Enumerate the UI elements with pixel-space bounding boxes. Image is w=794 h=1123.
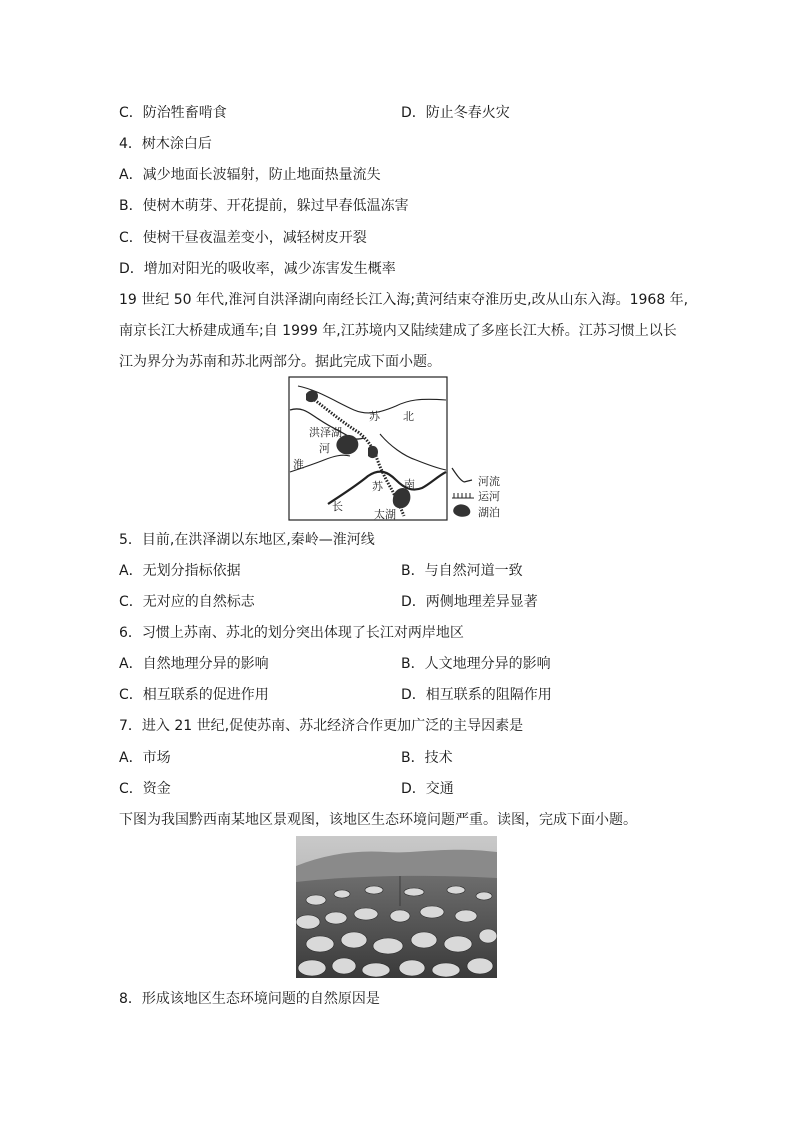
q8-stem: 8．形成该地区生态环境问题的自然原因是 [119, 991, 380, 1007]
q3-option-c: C．防治牲畜啃食 [119, 105, 227, 121]
q5-stem: 5．目前,在洪泽湖以东地区,秦岭—淮河线 [119, 532, 375, 548]
legend-canal-symbol [452, 493, 474, 498]
q7-option-c: C．资金 [119, 781, 171, 797]
q7-option-d: D．交通 [401, 781, 454, 797]
passage-1-line-2: 南京长江大桥建成通车;自 1999 年,江苏境内又陆续建成了多座长江大桥。江苏习惯上以长 [119, 323, 677, 339]
map-label-bei: 北 [403, 410, 414, 423]
legend-river-label: 河流 [478, 475, 500, 488]
q4-stem: 4．树木涂白后 [119, 136, 212, 152]
map-label-huai: 淮 [293, 458, 304, 471]
q6-option-d: D．相互联系的阻隔作用 [401, 687, 552, 703]
q5-option-c: C．无对应的自然标志 [119, 594, 255, 610]
map-label-nan: 南 [404, 478, 415, 491]
map-label-he: 河 [319, 442, 330, 455]
legend-lake-symbol [453, 504, 470, 516]
q3-option-d: D．防止冬春火灾 [401, 105, 510, 121]
legend-river-symbol [452, 468, 472, 482]
q6-option-a: A．自然地理分异的影响 [119, 656, 269, 672]
legend-lake-label: 湖泊 [478, 506, 500, 519]
map-label-su: 苏 [369, 410, 380, 423]
map-label-taihu: 太湖 [374, 508, 396, 521]
passage-1-line-3: 江为界分为苏南和苏北两部分。据此完成下面小题。 [119, 354, 441, 370]
photo-ground [296, 876, 497, 978]
q6-stem: 6．习惯上苏南、苏北的划分突出体现了长江对两岸地区 [119, 625, 464, 641]
passage-1-line-1: 19 世纪 50 年代,淮河自洪泽湖向南经长江入海;黄河结束夺淮历史,改从山东入海。1968 年, [119, 292, 689, 308]
map-label-chang: 长 [332, 500, 343, 513]
map-label-hongze: 洪泽湖 [309, 426, 342, 439]
q4-option-c: C．使树干昼夜温差变小，减轻树皮开裂 [119, 230, 367, 246]
q7-stem: 7．进入 21 世纪,促使苏南、苏北经济合作更加广泛的主导因素是 [119, 718, 524, 734]
map-label-su2: 苏 [372, 480, 383, 493]
legend-canal-label: 运河 [478, 490, 500, 503]
q6-option-c: C．相互联系的促进作用 [119, 687, 269, 703]
jiangsu-map [288, 376, 510, 522]
q4-option-d: D．增加对阳光的吸收率，减少冻害发生概率 [119, 261, 396, 277]
karst-landscape-photo [296, 836, 497, 978]
q7-option-a: A．市场 [119, 750, 171, 766]
q6-option-b: B．人文地理分异的影响 [401, 656, 551, 672]
q4-option-b: B．使树木萌芽、开花提前，躲过早春低温冻害 [119, 198, 409, 214]
q5-option-b: B．与自然河道一致 [401, 563, 523, 579]
q4-option-a: A．减少地面长波辐射，防止地面热量流失 [119, 167, 381, 183]
lake-small [368, 446, 378, 458]
passage-2: 下图为我国黔西南某地区景观图，该地区生态环境问题严重。读图，完成下面小题。 [119, 812, 637, 828]
q5-option-d: D．两侧地理差异显著 [401, 594, 538, 610]
q7-option-b: B．技术 [401, 750, 453, 766]
q5-option-a: A．无划分指标依据 [119, 563, 241, 579]
